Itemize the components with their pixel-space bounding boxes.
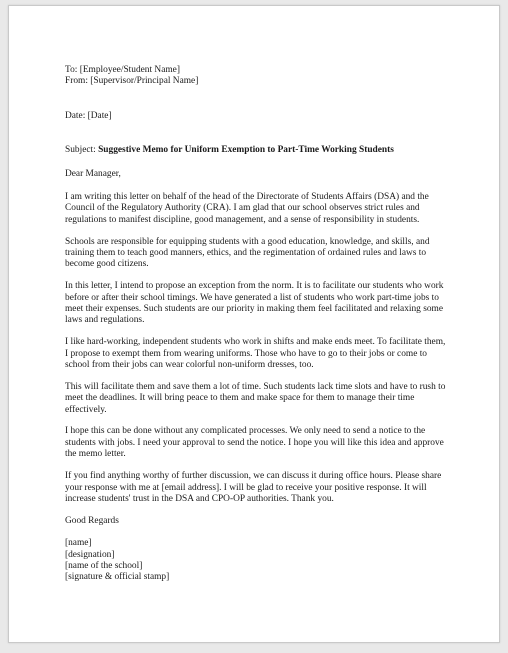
memo-body	[65, 65, 447, 584]
paragraph-7: If you find anything worthy of further discussion, we can discuss it during office hours. Please share your response with me at [email address]. I will be glad to receive your positive response. It will increase students' trust in the DSA and CPO-OP authorities. Thank you.	[65, 471, 442, 504]
closing: Good Regards	[65, 515, 119, 526]
from-line: From: [Supervisor/Principal Name]	[65, 76, 199, 87]
to-line: To: [Employee/Student Name]	[65, 65, 180, 75]
paragraph-4: I like hard-working, independent students who work in shifts and make ends meet. To facilitate them, I propose to exempt them from wearing uniforms. Those who have to go to their jobs or come to school from their jobs can wear colorful non-uniform dresses, too.	[65, 337, 446, 371]
paragraph-1: I am writing this letter on behalf of the head of the Directorate of Students Affairs (DSA) and the Council of the Regulatory Authority (CRA). I am glad that our school observes strict rules and regulations to manifest discipline, good management, and a sense of responsibility in students.	[65, 192, 429, 225]
signature-school: [name of the school]	[65, 560, 143, 571]
subject-title: Suggestive Memo for Uniform Exemption to Part-Time Working Students	[98, 145, 394, 156]
subject-line	[65, 145, 447, 156]
signature-designation: [designation]	[65, 549, 115, 560]
salutation: Dear Manager,	[65, 168, 121, 179]
paragraph-5: This will facilitate them and save them a lot of time. Such students lack time slots and have to rush to meet the deadlines. It will bring peace to them and make space for them to manage their time effectively.	[65, 381, 446, 415]
paragraph-3: In this letter, I intend to propose an exception from the norm. It is to facilitate our students who work before or after their school timings. We have generated a list of students who work part-time jobs to meet their expenses. Such students are our priority in making them feel facilitated and relaxing some laws and regulations.	[65, 281, 444, 326]
date-line: Date: [Date]	[65, 110, 112, 121]
signature-stamp: [signature & official stamp]	[65, 572, 170, 583]
subject-label: Subject:	[65, 145, 99, 156]
document-page	[8, 5, 500, 643]
paragraph-6: I hope this can be done without any complicated processes. We only need to send a notice to the students with jobs. I need your approval to send the notice. I hope you will like this idea and approve the memo letter.	[65, 426, 444, 460]
signature-name: [name]	[65, 538, 92, 549]
paragraph-2: Schools are responsible for equipping students with a good education, knowledge, and skills, and training them to teach good manners, ethics, and the regimentation of ordained rules and laws to become good citizens.	[65, 236, 430, 270]
